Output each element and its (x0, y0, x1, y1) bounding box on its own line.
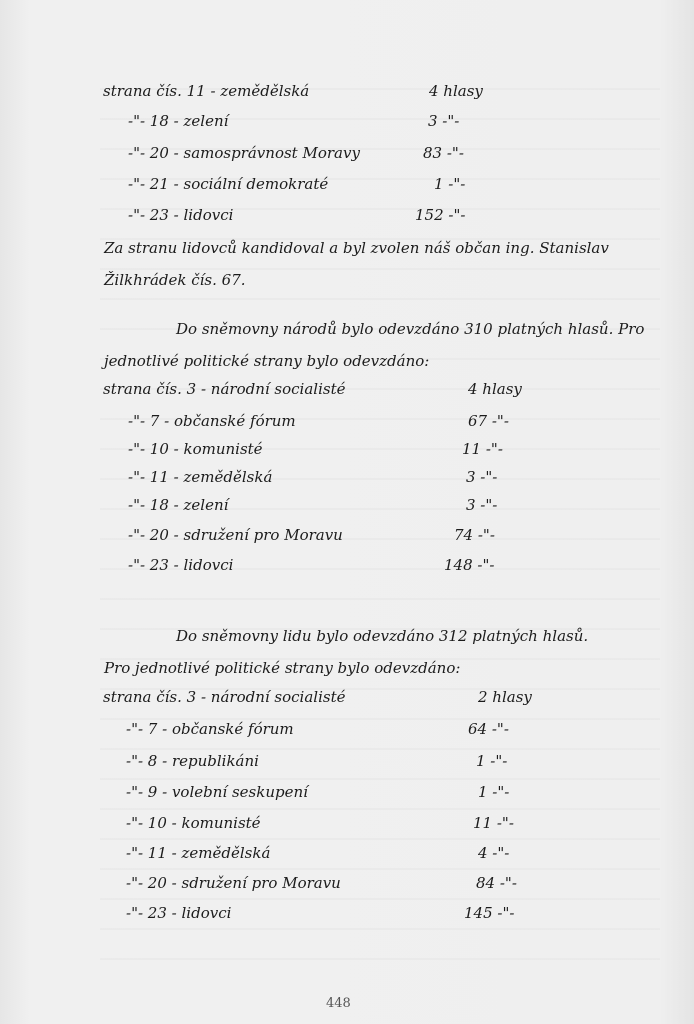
vote-count: 2 hlasy (478, 688, 532, 706)
vote-count: 1 -"- (478, 783, 510, 801)
table-row (103, 82, 503, 104)
intro-line: jednotlivé politické strany bylo odevzdáno: (104, 352, 430, 370)
intro-line: Do sněmovny lidu bylo odevzdáno 312 platných hlasů. (176, 627, 589, 645)
intro-line: Pro jednotlivé politické strany bylo odevzdáno: (104, 659, 461, 677)
table-row (128, 144, 528, 166)
vote-count: 145 -"- (464, 904, 515, 922)
vote-count: 67 -"- (468, 412, 509, 430)
table-row (128, 112, 528, 134)
vote-count: 152 -"- (415, 206, 466, 224)
vote-count: 3 -"- (466, 496, 498, 514)
party-label: -"- 23 - lidovci (126, 904, 232, 922)
vote-count: 3 -"- (428, 112, 460, 130)
party-label: -"- 8 - republikáni (126, 752, 259, 770)
party-label: -"- 11 - zemědělská (128, 468, 273, 486)
vote-count: 1 -"- (476, 752, 508, 770)
party-label: -"- 7 - občanské fórum (126, 720, 294, 738)
table-row (128, 175, 528, 197)
party-label: -"- 11 - zemědělská (126, 844, 271, 862)
vote-count: 1 -"- (434, 175, 466, 193)
party-label: -"- 21 - sociální demokraté (128, 175, 329, 193)
party-label: -"- 23 - lidovci (128, 556, 234, 574)
section3-intro (104, 620, 588, 684)
party-label: -"- 10 - komunisté (128, 440, 263, 458)
party-label: -"- 20 - sdružení pro Moravu (126, 874, 341, 892)
party-label: strana čís. 3 - národní socialisté (103, 380, 346, 398)
section2-intro (104, 313, 644, 377)
note-line: Žilkhrádek čís. 67. (104, 271, 246, 289)
party-label: strana čís. 3 - národní socialisté (103, 688, 346, 706)
vote-count: 74 -"- (454, 526, 495, 544)
vote-count: 3 -"- (466, 468, 498, 486)
party-label: -"- 7 - občanské fórum (128, 412, 296, 430)
vote-count: 4 hlasy (468, 380, 522, 398)
vote-count: 84 -"- (476, 874, 517, 892)
note-line: Za stranu lidovců kandidoval a byl zvolen náš občan ing. Stanislav (104, 239, 609, 257)
section1-note (104, 232, 609, 296)
vote-count: 4 hlasy (429, 82, 483, 100)
vote-count: 148 -"- (444, 556, 495, 574)
vote-count: 4 -"- (478, 844, 510, 862)
table-row (128, 206, 528, 228)
party-label: -"- 18 - zelení (128, 496, 229, 514)
vote-count: 64 -"- (468, 720, 509, 738)
party-label: -"- 9 - volební seskupení (126, 783, 308, 801)
party-label: -"- 18 - zelení (128, 112, 229, 130)
page-number: 448 (326, 996, 351, 1011)
vote-count: 11 -"- (462, 440, 503, 458)
vote-count: 11 -"- (473, 814, 514, 832)
vote-count: 83 -"- (423, 144, 464, 162)
party-label: -"- 23 - lidovci (128, 206, 234, 224)
party-label: -"- 10 - komunisté (126, 814, 261, 832)
party-label: strana čís. 11 - zemědělská (103, 82, 310, 100)
party-label: -"- 20 - sdružení pro Moravu (128, 526, 343, 544)
party-label: -"- 20 - samosprávnost Moravy (128, 144, 360, 162)
intro-line: Do sněmovny národů bylo odevzdáno 310 platných hlasů. Pro (176, 320, 645, 338)
